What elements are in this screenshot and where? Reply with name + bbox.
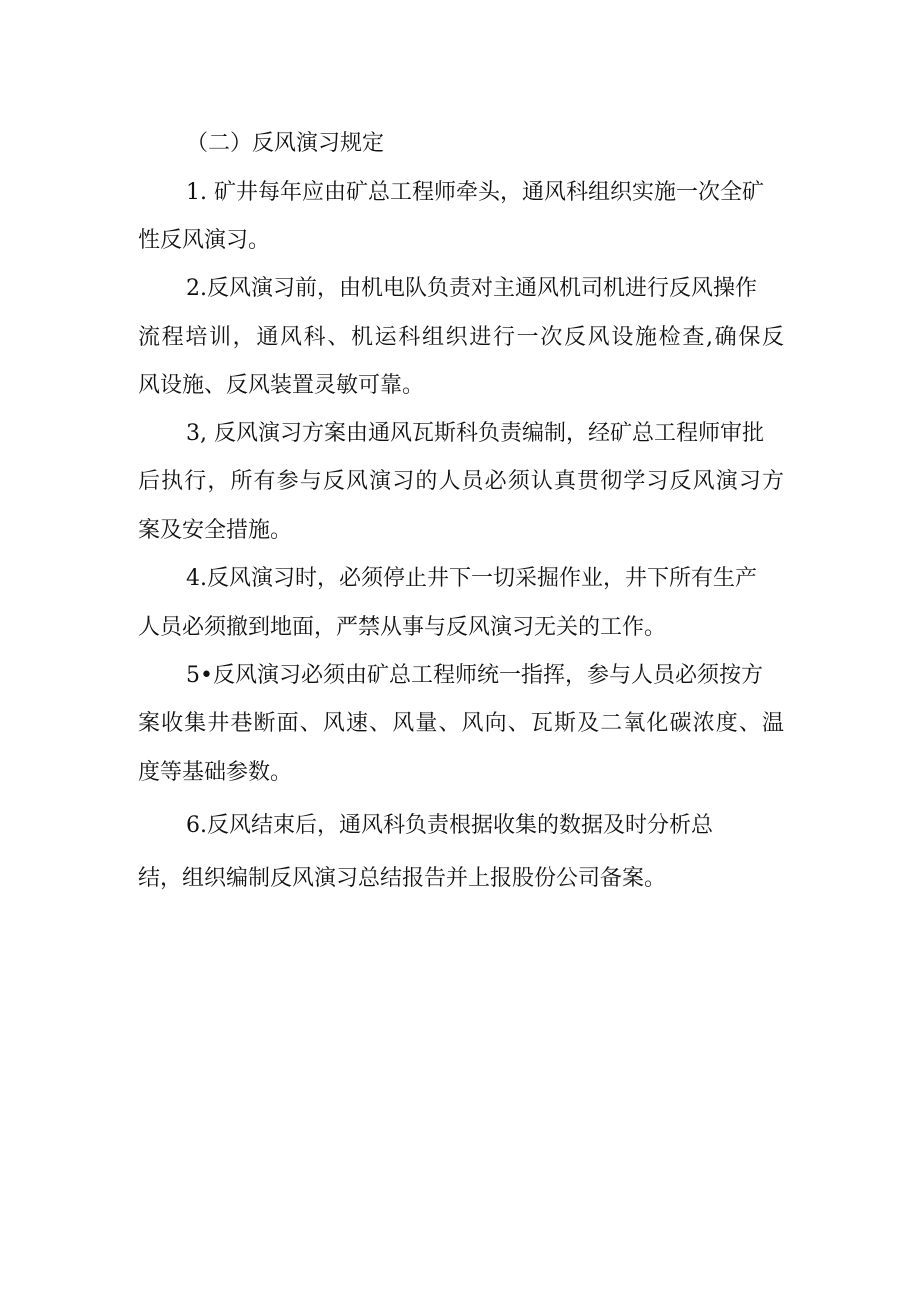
- paragraph-line: 4.反风演习时，必须停止井下一切采掘作业，井下所有生产: [186, 566, 757, 591]
- paragraph-line: 结，组织编制反风演习总结报告并上报股份公司备案。: [138, 866, 667, 891]
- paragraph-line: 5•反风演习必须由矿总工程师统一指挥，参与人员必须按方: [186, 663, 763, 688]
- paragraph-line: 6.反风结束后，通风科负责根据收集的数据及时分析总: [186, 813, 713, 838]
- paragraph-line: 风设施、反风装置灵敏可靠。: [138, 373, 425, 398]
- paragraph-line: 2.反风演习前，由机电队负责对主通风机司机进行反风操作: [186, 276, 757, 301]
- paragraph-line: 案及安全措施。: [138, 518, 293, 543]
- paragraph-line: 流程培训，通风科、机运科组织进行一次反风设施检查,确保反: [138, 325, 784, 350]
- paragraph-line: 1. 矿井每年应由矿总工程师牵头，通风科组织实施一次全矿: [186, 180, 764, 205]
- paragraph-line: 人员必须撤到地面，严禁从事与反风演习无关的工作。: [138, 615, 667, 640]
- paragraph-line: 后执行，所有参与反风演习的人员必须认真贯彻学习反风演习方: [138, 469, 784, 494]
- paragraph-line: 3, 反风演习方案由通风瓦斯科负责编制，经矿总工程师审批: [186, 421, 764, 446]
- paragraph-line: 度等基础参数。: [138, 760, 293, 785]
- section-heading: （二）反风演习规定: [186, 131, 385, 156]
- paragraph-line: 案收集井巷断面、风速、风量、风向、瓦斯及二氧化碳浓度、温: [138, 711, 784, 736]
- paragraph-line: 性反风演习。: [138, 228, 271, 253]
